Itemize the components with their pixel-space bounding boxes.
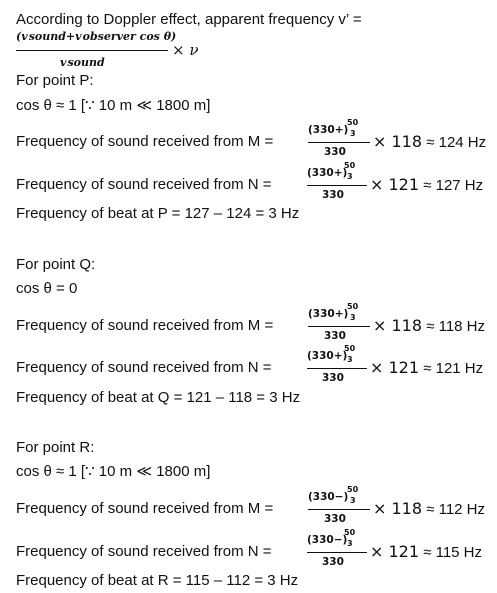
small-fraction-numerator: 50 — [344, 528, 356, 537]
row-label: Frequency of sound received from N = — [16, 176, 272, 193]
row-label: Frequency of sound received from M = — [16, 317, 274, 334]
row-result: × 118 ≈ 124 Hz — [373, 132, 487, 151]
small-fraction-numerator: 50 — [347, 118, 359, 127]
cos-condition: cos θ ≈ 1 [∵ 10 m ≪ 1800 m] — [16, 97, 211, 114]
fraction-bar — [308, 509, 370, 510]
row-result: × 121 ≈ 115 Hz — [370, 542, 483, 561]
fraction-bar — [308, 142, 370, 143]
fraction-denominator: 330 — [324, 146, 346, 158]
row-result: × 118 ≈ 118 Hz — [373, 316, 486, 335]
beat-frequency: Frequency of beat at P = 127 – 124 = 3 Hz — [16, 205, 300, 222]
fraction-bar — [307, 368, 367, 369]
fraction-numerator: (330+) — [307, 167, 348, 179]
fraction-numerator: (330+) — [308, 308, 349, 320]
cos-condition: cos θ = 0 — [16, 280, 78, 297]
cos-condition: cos θ ≈ 1 [∵ 10 m ≪ 1800 m] — [16, 463, 211, 480]
fraction-denominator: 330 — [324, 330, 346, 342]
row-label: Frequency of sound received from N = — [16, 359, 272, 376]
small-fraction-numerator: 50 — [344, 344, 356, 353]
row-result: × 121 ≈ 127 Hz — [370, 175, 484, 194]
doppler-denominator: v sound — [60, 56, 105, 69]
row-result: × 118 ≈ 112 Hz — [373, 499, 486, 518]
fraction-denominator: 330 — [324, 513, 346, 525]
small-fraction-denominator: 3 — [350, 129, 356, 138]
intro-text: According to Doppler effect, apparent frequency v’ = — [16, 11, 362, 28]
fraction-numerator: (330−) — [308, 491, 349, 503]
small-fraction-denominator: 3 — [347, 172, 353, 181]
section-heading: For point P: — [16, 72, 94, 89]
beat-frequency: Frequency of beat at R = 115 – 112 = 3 Hz — [16, 572, 299, 589]
doppler-numerator: (v sound+v observer cos θ) — [16, 30, 177, 43]
small-fraction-numerator: 50 — [347, 485, 359, 494]
small-fraction-denominator: 3 — [347, 355, 353, 364]
section-heading: For point Q: — [16, 256, 96, 273]
row-label: Frequency of sound received from N = — [16, 543, 272, 560]
doppler-fraction-bar — [16, 50, 168, 51]
fraction-denominator: 330 — [322, 372, 344, 384]
fraction-denominator: 330 — [322, 556, 344, 568]
beat-frequency: Frequency of beat at Q = 121 – 118 = 3 Hz — [16, 389, 301, 406]
fraction-denominator: 330 — [322, 189, 344, 201]
row-label: Frequency of sound received from M = — [16, 500, 274, 517]
doppler-multiplier: × ν — [172, 41, 199, 59]
small-fraction-numerator: 50 — [344, 161, 356, 170]
row-result: × 121 ≈ 121 Hz — [370, 358, 484, 377]
fraction-numerator: (330−) — [307, 534, 348, 546]
small-fraction-numerator: 50 — [347, 302, 359, 311]
fraction-numerator: (330+) — [308, 124, 349, 136]
fraction-numerator: (330+) — [307, 350, 348, 362]
row-label: Frequency of sound received from M = — [16, 133, 274, 150]
fraction-bar — [308, 326, 370, 327]
small-fraction-denominator: 3 — [350, 496, 356, 505]
fraction-bar — [307, 185, 367, 186]
small-fraction-denominator: 3 — [350, 313, 356, 322]
section-heading: For point R: — [16, 439, 95, 456]
fraction-bar — [307, 552, 367, 553]
small-fraction-denominator: 3 — [347, 539, 353, 548]
